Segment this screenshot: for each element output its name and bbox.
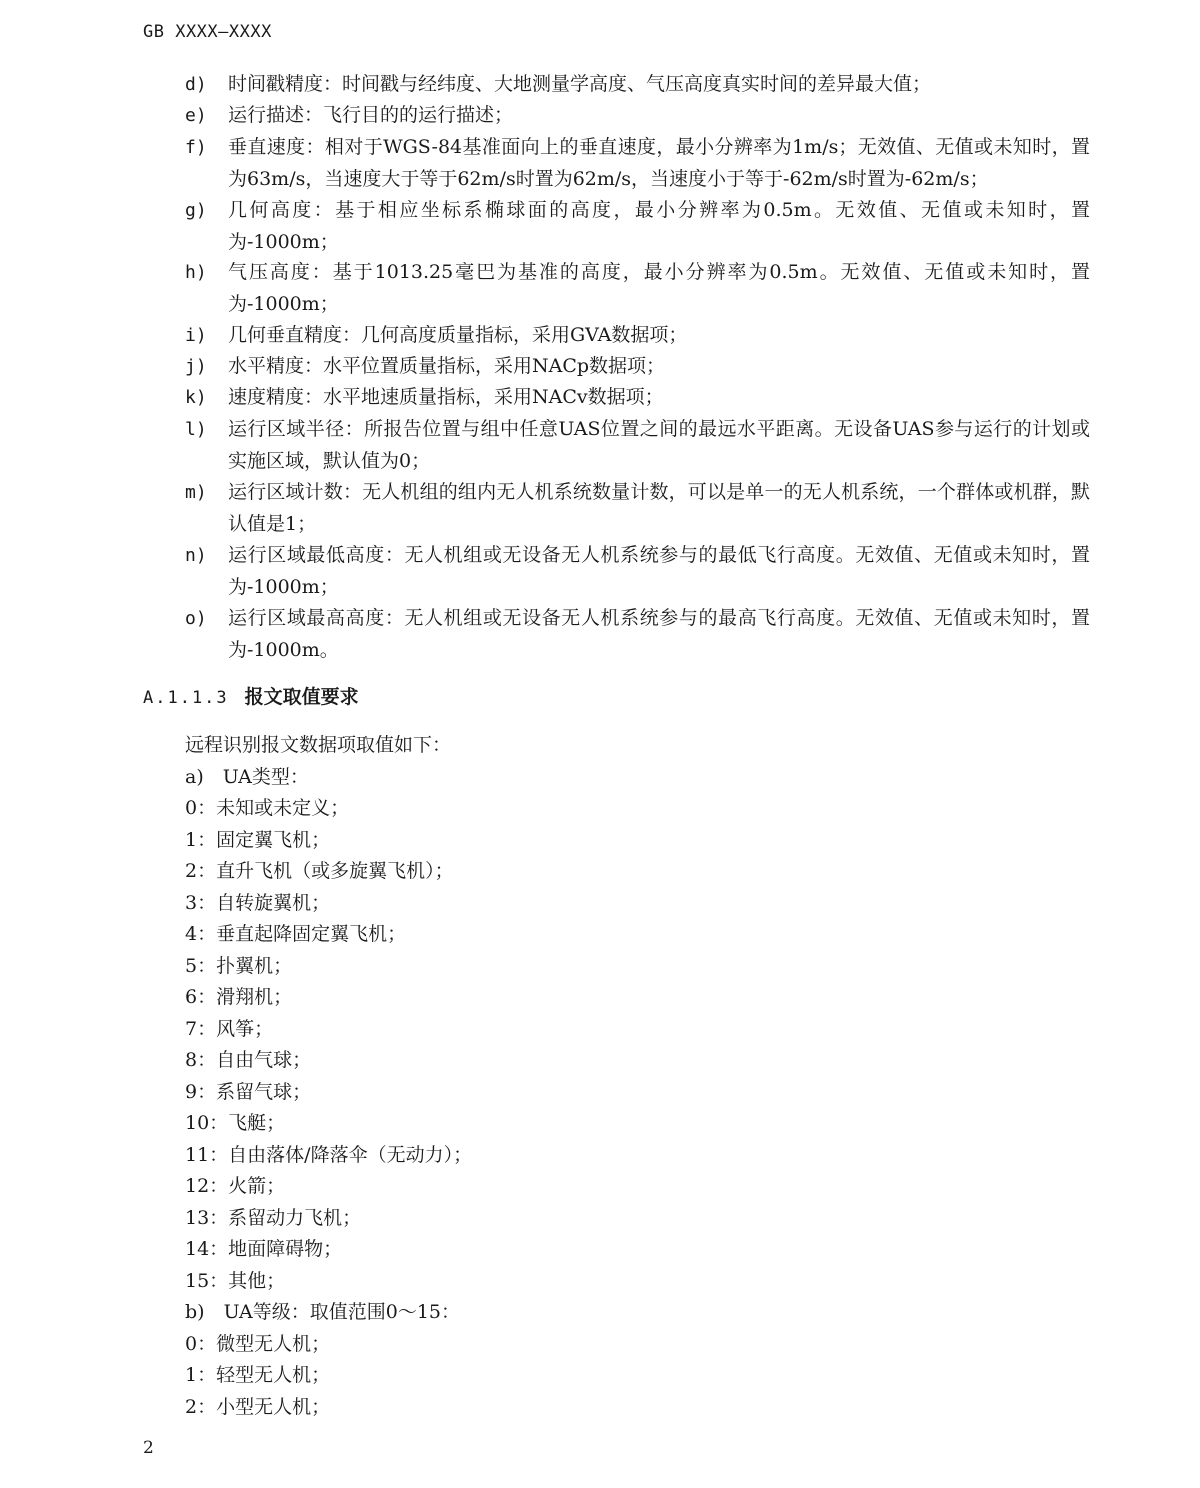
- value-line: 1：轻型无人机；: [185, 1364, 331, 1386]
- value-line: 2：直升飞机（或多旋翼飞机）；: [185, 860, 454, 882]
- list-text: 运行描述：飞行目的的运行描述；: [228, 104, 514, 126]
- list-item-e: [185, 100, 1090, 132]
- list-item-m: [185, 477, 1090, 540]
- list-text: 气压高度：基于1013.25毫巴为基准的高度，最小分辨率为0.5m。无效值、无值或未知时，置为-1000m；: [228, 261, 1090, 315]
- list-text: 时间戳精度：时间戳与经纬度、大地测量学高度、气压高度真实时间的差异最大值；: [228, 73, 932, 95]
- list-text: 几何高度：基于相应坐标系椭球面的高度，最小分辨率为0.5m。无效值、无值或未知时，置为-1000m；: [228, 199, 1090, 253]
- list-item-o: [185, 603, 1090, 666]
- value-line: 13：系留动力飞机；: [185, 1206, 362, 1229]
- value-line: 10：飞艇；: [185, 1112, 286, 1134]
- list-marker: m): [185, 482, 207, 503]
- list-marker: i): [185, 325, 207, 346]
- value-line: 0：未知或未定义；: [185, 797, 350, 819]
- section-number: A.1.1.3: [143, 688, 229, 708]
- list-marker: f): [185, 137, 207, 158]
- value-line: 0：微型无人机；: [185, 1332, 331, 1355]
- section-heading: [143, 684, 359, 711]
- value-line: 15：其他；: [185, 1269, 286, 1292]
- value-line: 11：自由落体/降落伞（无动力）；: [185, 1143, 473, 1166]
- list-marker: n): [185, 545, 207, 566]
- value-line: 9：系留气球；: [185, 1080, 312, 1103]
- list-item-n: [185, 540, 1090, 603]
- list-item-f: [185, 132, 1090, 195]
- list-marker: e): [185, 105, 207, 126]
- list-item-k: [185, 382, 1090, 414]
- list-item-d: [185, 69, 1090, 101]
- list-item-l: [185, 414, 1090, 477]
- list-text: 几何垂直精度：几何高度质量指标，采用GVA数据项；: [228, 324, 688, 346]
- value-line: 12：火箭；: [185, 1175, 286, 1197]
- list-text: 运行区域最低高度：无人机组或无设备无人机系统参与的最低飞行高度。无效值、无值或未知时，置为-1000m；: [228, 544, 1090, 598]
- list-text: 速度精度：水平地速质量指标，采用NACv数据项；: [228, 386, 664, 408]
- value-line: 3：自转旋翼机；: [185, 891, 331, 914]
- list-item-h: [185, 257, 1090, 320]
- list-marker: l): [185, 419, 207, 440]
- subheading-ua-type: a) UA类型：: [185, 765, 309, 788]
- list-text: 运行区域最高高度：无人机组或无设备无人机系统参与的最高飞行高度。无效值、无值或未知时，置为-1000m。: [228, 607, 1090, 661]
- list-marker: d): [185, 74, 207, 95]
- value-line: 7：风筝；: [185, 1017, 274, 1040]
- value-line: 1：固定翼飞机；: [185, 828, 331, 851]
- value-line: 6：滑翔机；: [185, 986, 293, 1008]
- list-item-i: [185, 320, 1090, 352]
- subheading-ua-class: b) UA等级：取值范围0～15：: [185, 1301, 460, 1323]
- list-text: 运行区域半径：所报告位置与组中任意UAS位置之间的最远水平距离。无设备UAS参与运行的计划或实施区域，默认值为0；: [228, 418, 1090, 472]
- list-marker: o): [185, 608, 207, 629]
- document-code-header: GB XXXX—XXXX: [143, 22, 272, 42]
- value-line: 2：小型无人机；: [185, 1395, 331, 1418]
- intro-line: 远程识别报文数据项取值如下：: [185, 734, 452, 756]
- list-item-g: [185, 195, 1090, 258]
- list-text: 运行区域计数：无人机组的组内无人机系统数量计数，可以是单一的无人机系统，一个群体或机群，默认值是1；: [228, 481, 1090, 535]
- list-marker: j): [185, 356, 207, 377]
- value-line: 8：自由气球；: [185, 1049, 312, 1071]
- page-number: 2: [143, 1438, 154, 1458]
- value-line: 5：扑翼机；: [185, 954, 293, 977]
- value-line: 4：垂直起降固定翼飞机；: [185, 923, 407, 945]
- list-marker: g): [185, 200, 207, 221]
- value-line: 14：地面障碍物；: [185, 1238, 343, 1260]
- list-marker: k): [185, 387, 207, 408]
- list-item-j: [185, 351, 1090, 383]
- list-marker: h): [185, 262, 207, 283]
- list-text: 水平精度：水平位置质量指标，采用NACp数据项；: [228, 355, 666, 377]
- list-text: 垂直速度：相对于WGS-84基准面向上的垂直速度，最小分辨率为1m/s；无效值、无值或未知时，置为63m/s，当速度大于等于62m/s时置为62m/s，当速度小于等于-62m/s时置为-62m/s；: [228, 136, 1090, 190]
- value-list: [185, 730, 1090, 1423]
- section-title: 报文取值要求: [244, 686, 359, 708]
